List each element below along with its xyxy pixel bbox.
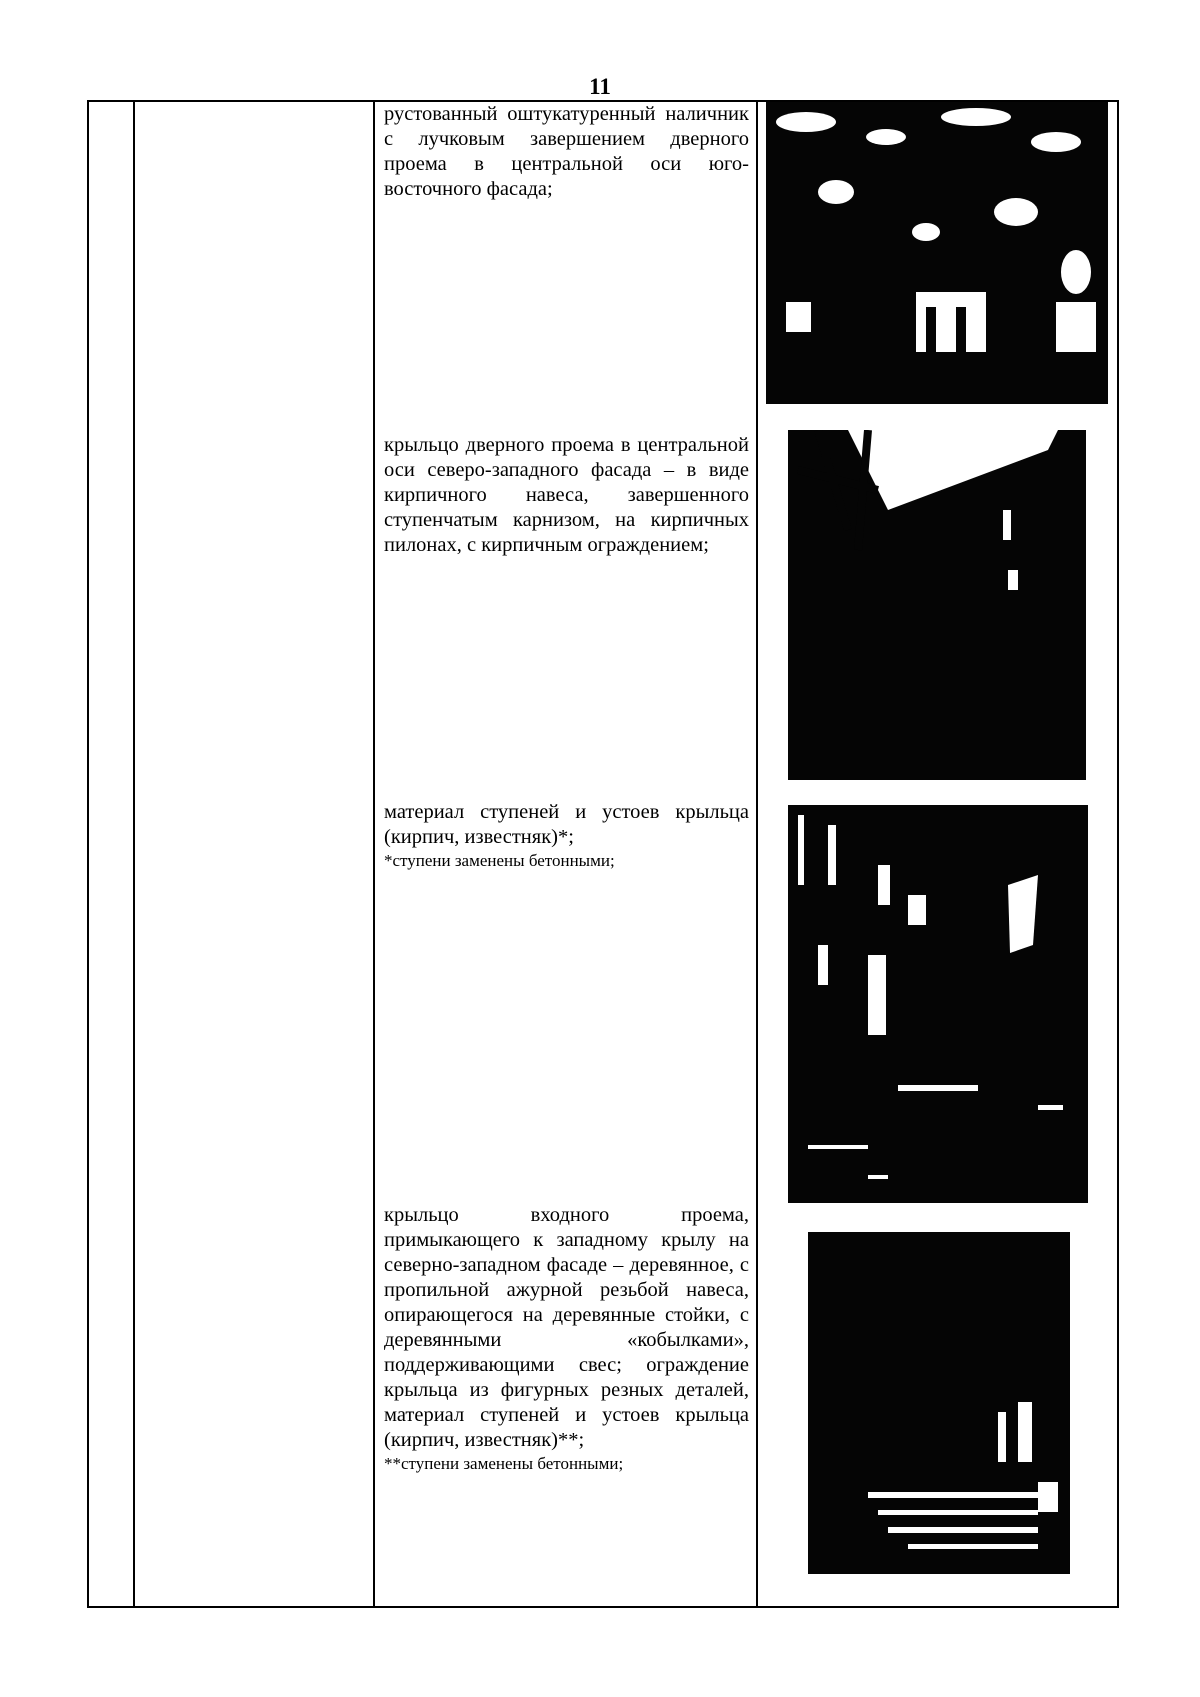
row-4-description	[384, 1203, 749, 1475]
row-4-text: крыльцо входного проема, примыкающего к западному крылу на северно-западном фасаде – деревянное, с пропильной ажурной резьбой навеса, опирающегося на деревянные стойки, с деревянными «кобылками», поддерживающими свес; ограждение крыльца из фигурных резных деталей, материал ступеней и устоев крыльца (кирпич, известняк)**;	[384, 1204, 749, 1451]
row-2-photo	[788, 430, 1086, 780]
row-2-description	[384, 433, 749, 558]
page-number: 11	[589, 74, 611, 99]
row-4-photo	[808, 1232, 1070, 1574]
row-3-text: материал ступеней и устоев крыльца (кирпич, известняк)*;	[384, 801, 749, 848]
row-1-description	[384, 102, 749, 202]
table-column-divider-2	[373, 100, 375, 1608]
table-border-bottom	[87, 1606, 1119, 1608]
row-1-photo	[766, 102, 1108, 404]
table-border-right	[1117, 100, 1119, 1608]
row-3-description	[384, 800, 749, 872]
brick-porch-image	[788, 430, 1086, 780]
wooden-porch-image	[808, 1232, 1070, 1574]
table-border-left	[87, 100, 89, 1608]
trees-facade-image	[766, 102, 1108, 404]
row-3-photo	[788, 805, 1088, 1203]
row-3-footnote: *ступени заменены бетонными;	[384, 851, 615, 870]
row-1-text: рустованный оштукатуренный наличник с лучковым завершением дверного проема в центральной оси юго-восточного фасада;	[384, 103, 749, 200]
row-4-footnote: **ступени заменены бетонными;	[384, 1454, 624, 1473]
porch-steps-image	[788, 805, 1088, 1203]
row-2-text: крыльцо дверного проема в центральной оси северо-западного фасада – в виде кирпичного навеса, завершенного ступенчатым карнизом, на кирпичных пилонах, с кирпичным ограждением;	[384, 434, 749, 556]
table-column-divider-1	[133, 100, 135, 1608]
table-column-divider-3	[756, 100, 758, 1608]
